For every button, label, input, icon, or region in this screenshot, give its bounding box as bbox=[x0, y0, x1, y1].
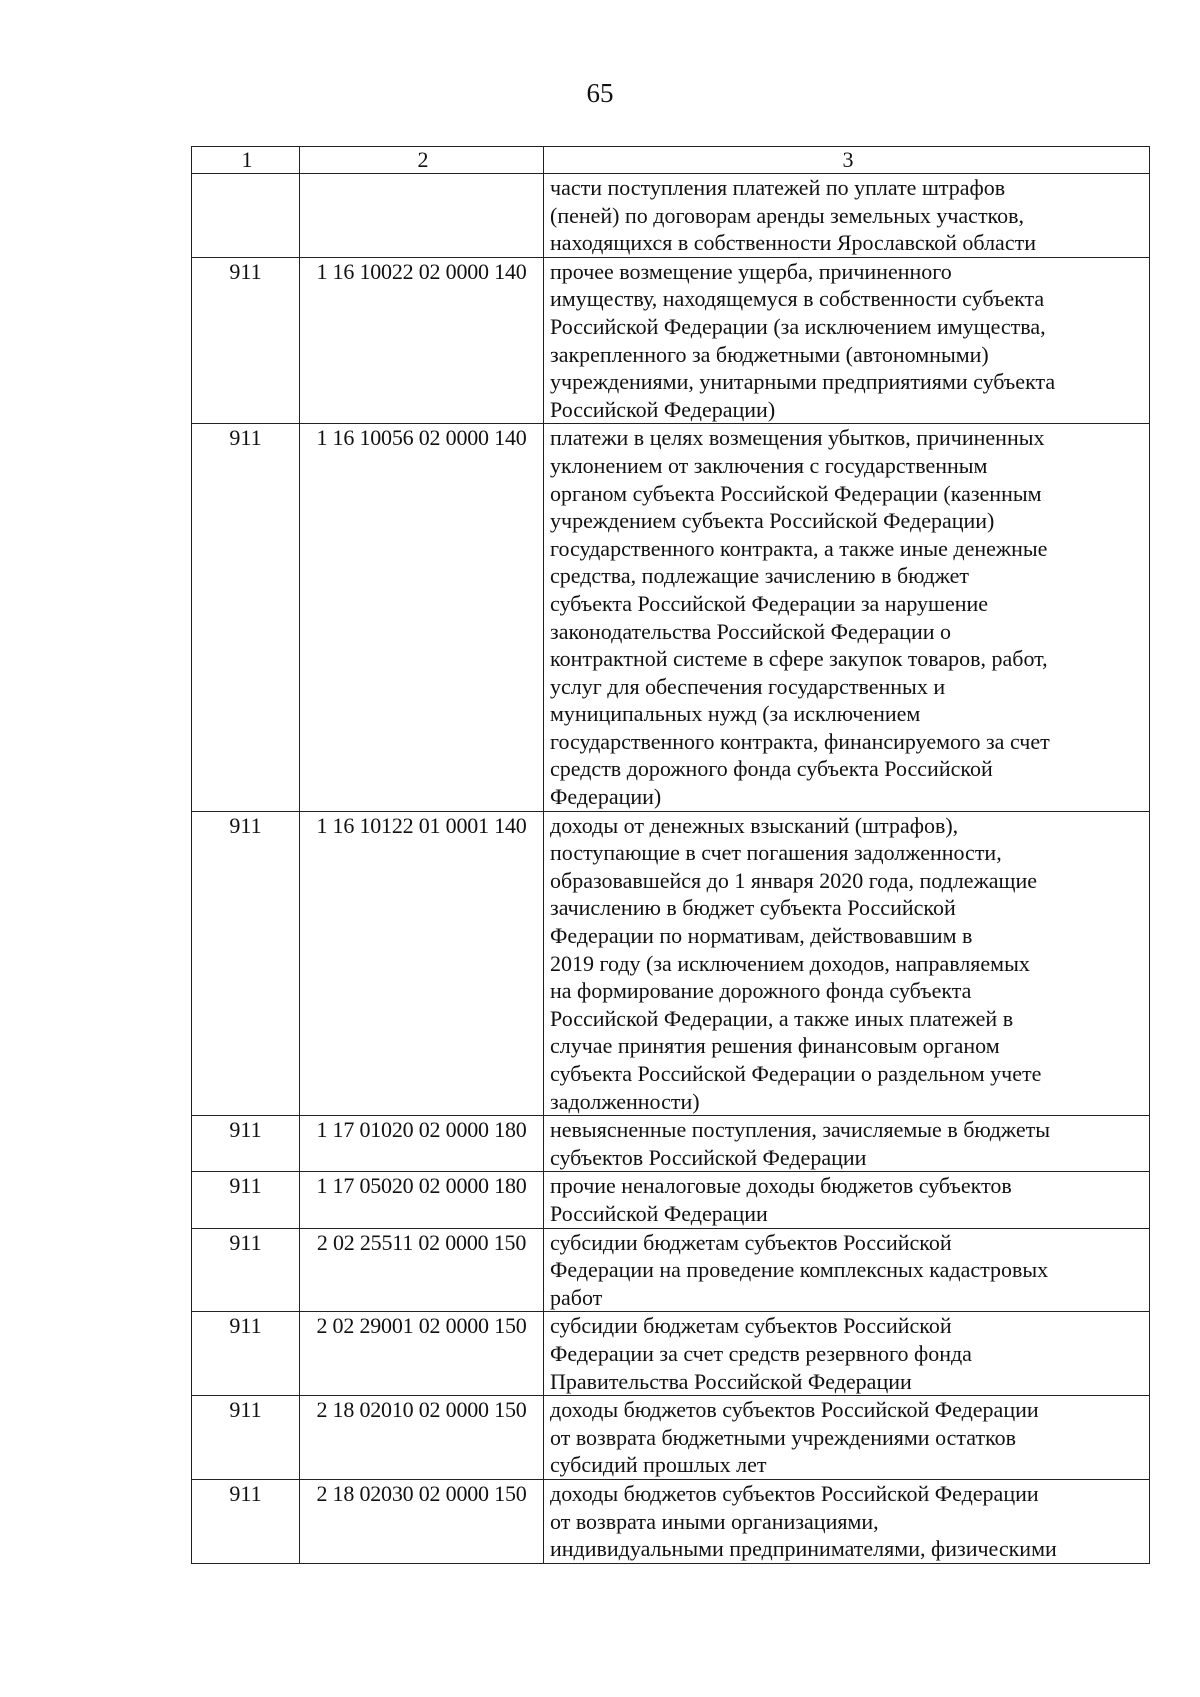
admin-code-cell: 911 bbox=[192, 424, 300, 811]
description-line: муниципальных нужд (за исключением bbox=[550, 701, 921, 727]
description-line: Федерации на проведение комплексных кадастровых bbox=[550, 1257, 1049, 1283]
admin-code-cell bbox=[192, 174, 300, 258]
description-line: невыясненные поступления, зачисляемые в бюджеты bbox=[550, 1117, 1050, 1143]
table-body bbox=[192, 147, 1150, 1564]
description-line: случае принятия решения финансовым органом bbox=[550, 1033, 1000, 1059]
description-line: 2019 году (за исключением доходов, направляемых bbox=[550, 950, 1030, 976]
description-cell bbox=[544, 257, 1150, 424]
description-line: доходы бюджетов субъектов Российской Федерации bbox=[550, 1397, 1039, 1423]
admin-code-cell: 911 bbox=[192, 1312, 300, 1396]
description-line: органом субъекта Российской Федерации (казенным bbox=[550, 480, 1042, 506]
description-line: Федерации за счет средств резервного фонда bbox=[550, 1340, 972, 1366]
budget-code-cell: 1 16 10122 01 0001 140 bbox=[300, 811, 544, 1116]
description-line: Российской Федерации) bbox=[550, 396, 776, 422]
budget-code-cell: 1 16 10056 02 0000 140 bbox=[300, 424, 544, 811]
description-line: учреждениями, унитарными предприятиями субъекта bbox=[550, 369, 1056, 395]
table-row bbox=[192, 424, 1150, 811]
description-line: образовавшейся до 1 января 2020 года, подлежащие bbox=[550, 867, 1038, 893]
table-row bbox=[192, 1312, 1150, 1396]
description-line: средства, подлежащие зачислению в бюджет bbox=[550, 563, 969, 589]
description-cell bbox=[544, 1228, 1150, 1312]
description-line: от возврата бюджетными учреждениями остатков bbox=[550, 1424, 1017, 1450]
admin-code-cell: 911 bbox=[192, 1479, 300, 1563]
description-line: от возврата иными организациями, bbox=[550, 1508, 879, 1534]
description-line: Федерации) bbox=[550, 784, 662, 810]
description-line: контрактной системе в сфере закупок товаров, работ, bbox=[550, 646, 1048, 672]
description-line: части поступления платежей по уплате штрафов bbox=[550, 175, 1006, 200]
description-line: зачислению в бюджет субъекта Российской bbox=[550, 895, 956, 921]
description-line: имуществу, находящемуся в собственности субъекта bbox=[550, 286, 1045, 312]
description-line: субъекта Российской Федерации за нарушение bbox=[550, 590, 989, 616]
table-row bbox=[192, 811, 1150, 1116]
table-row bbox=[192, 1172, 1150, 1228]
description-cell bbox=[544, 1172, 1150, 1228]
table-row bbox=[192, 1479, 1150, 1563]
description-line: уклонением от заключения с государственным bbox=[550, 452, 988, 478]
description-line: средств дорожного фонда субъекта Российской bbox=[550, 756, 993, 782]
budget-code-cell: 1 17 01020 02 0000 180 bbox=[300, 1116, 544, 1172]
description-line: индивидуальными предпринимателями, физическими bbox=[550, 1536, 1057, 1562]
table-row bbox=[192, 174, 1150, 258]
admin-code-cell: 911 bbox=[192, 257, 300, 424]
description-line: закрепленного за бюджетными (автономными) bbox=[550, 341, 989, 367]
description-cell bbox=[544, 174, 1150, 258]
description-line: Федерации по нормативам, действовавшим в bbox=[550, 923, 973, 949]
description-line: Российской Федерации, а также иных платежей в bbox=[550, 1005, 1014, 1031]
table-header-row bbox=[192, 147, 1150, 174]
admin-code-cell: 911 bbox=[192, 1228, 300, 1312]
description-line: находящихся в собственности Ярославской области bbox=[550, 230, 1036, 256]
admin-code-cell: 911 bbox=[192, 1172, 300, 1228]
admin-code-cell: 911 bbox=[192, 811, 300, 1116]
table-row bbox=[192, 1396, 1150, 1480]
description-line: субсидий прошлых лет bbox=[550, 1452, 767, 1478]
header-col-2: 2 bbox=[300, 147, 544, 174]
description-line: государственного контракта, финансируемого за счет bbox=[550, 728, 1050, 754]
description-line: прочие неналоговые доходы бюджетов субъектов bbox=[550, 1173, 1012, 1199]
table-row bbox=[192, 257, 1150, 424]
description-line: прочее возмещение ущерба, причиненного bbox=[550, 258, 952, 284]
description-cell bbox=[544, 1116, 1150, 1172]
description-line: Российской Федерации bbox=[550, 1200, 768, 1226]
description-line: доходы от денежных взысканий (штрафов), bbox=[550, 812, 959, 838]
description-cell bbox=[544, 1396, 1150, 1480]
header-col-1: 1 bbox=[192, 147, 300, 174]
budget-code-cell: 1 17 05020 02 0000 180 bbox=[300, 1172, 544, 1228]
description-line: Правительства Российской Федерации bbox=[550, 1368, 912, 1394]
description-line: субсидии бюджетам субъектов Российской bbox=[550, 1313, 952, 1339]
description-line: субсидии бюджетам субъектов Российской bbox=[550, 1229, 952, 1255]
description-cell bbox=[544, 1312, 1150, 1396]
description-line: учреждением субъекта Российской Федерации) bbox=[550, 508, 995, 534]
description-cell bbox=[544, 424, 1150, 811]
budget-code-cell: 2 18 02030 02 0000 150 bbox=[300, 1479, 544, 1563]
budget-code-cell: 2 02 29001 02 0000 150 bbox=[300, 1312, 544, 1396]
description-line: на формирование дорожного фонда субъекта bbox=[550, 978, 972, 1004]
admin-code-cell: 911 bbox=[192, 1116, 300, 1172]
description-line: доходы бюджетов субъектов Российской Федерации bbox=[550, 1480, 1039, 1506]
description-line: субъектов Российской Федерации bbox=[550, 1144, 867, 1170]
description-line: задолженности) bbox=[550, 1088, 700, 1114]
description-cell bbox=[544, 811, 1150, 1116]
description-line: работ bbox=[550, 1284, 603, 1310]
table-row bbox=[192, 1116, 1150, 1172]
description-cell bbox=[544, 1479, 1150, 1563]
revenue-codes-table bbox=[191, 146, 1150, 1564]
budget-code-cell bbox=[300, 174, 544, 258]
description-line: государственного контракта, а также иные денежные bbox=[550, 535, 1048, 561]
description-line: платежи в целях возмещения убытков, причиненных bbox=[550, 425, 1045, 451]
admin-code-cell: 911 bbox=[192, 1396, 300, 1480]
header-col-3: 3 bbox=[544, 147, 1150, 174]
description-line: законодательства Российской Федерации о bbox=[550, 618, 952, 644]
table-row bbox=[192, 1228, 1150, 1312]
description-line: услуг для обеспечения государственных и bbox=[550, 673, 946, 699]
description-line: поступающие в счет погашения задолженности, bbox=[550, 840, 1002, 866]
description-line: субъекта Российской Федерации о раздельном учете bbox=[550, 1061, 1042, 1086]
description-line: Российской Федерации (за исключением имущества, bbox=[550, 313, 1046, 339]
budget-code-cell: 2 02 25511 02 0000 150 bbox=[300, 1228, 544, 1312]
budget-code-cell: 1 16 10022 02 0000 140 bbox=[300, 257, 544, 424]
description-line: (пеней) по договорам аренды земельных участков, bbox=[550, 202, 1025, 228]
budget-code-cell: 2 18 02010 02 0000 150 bbox=[300, 1396, 544, 1480]
page-number: 65 bbox=[586, 78, 614, 108]
